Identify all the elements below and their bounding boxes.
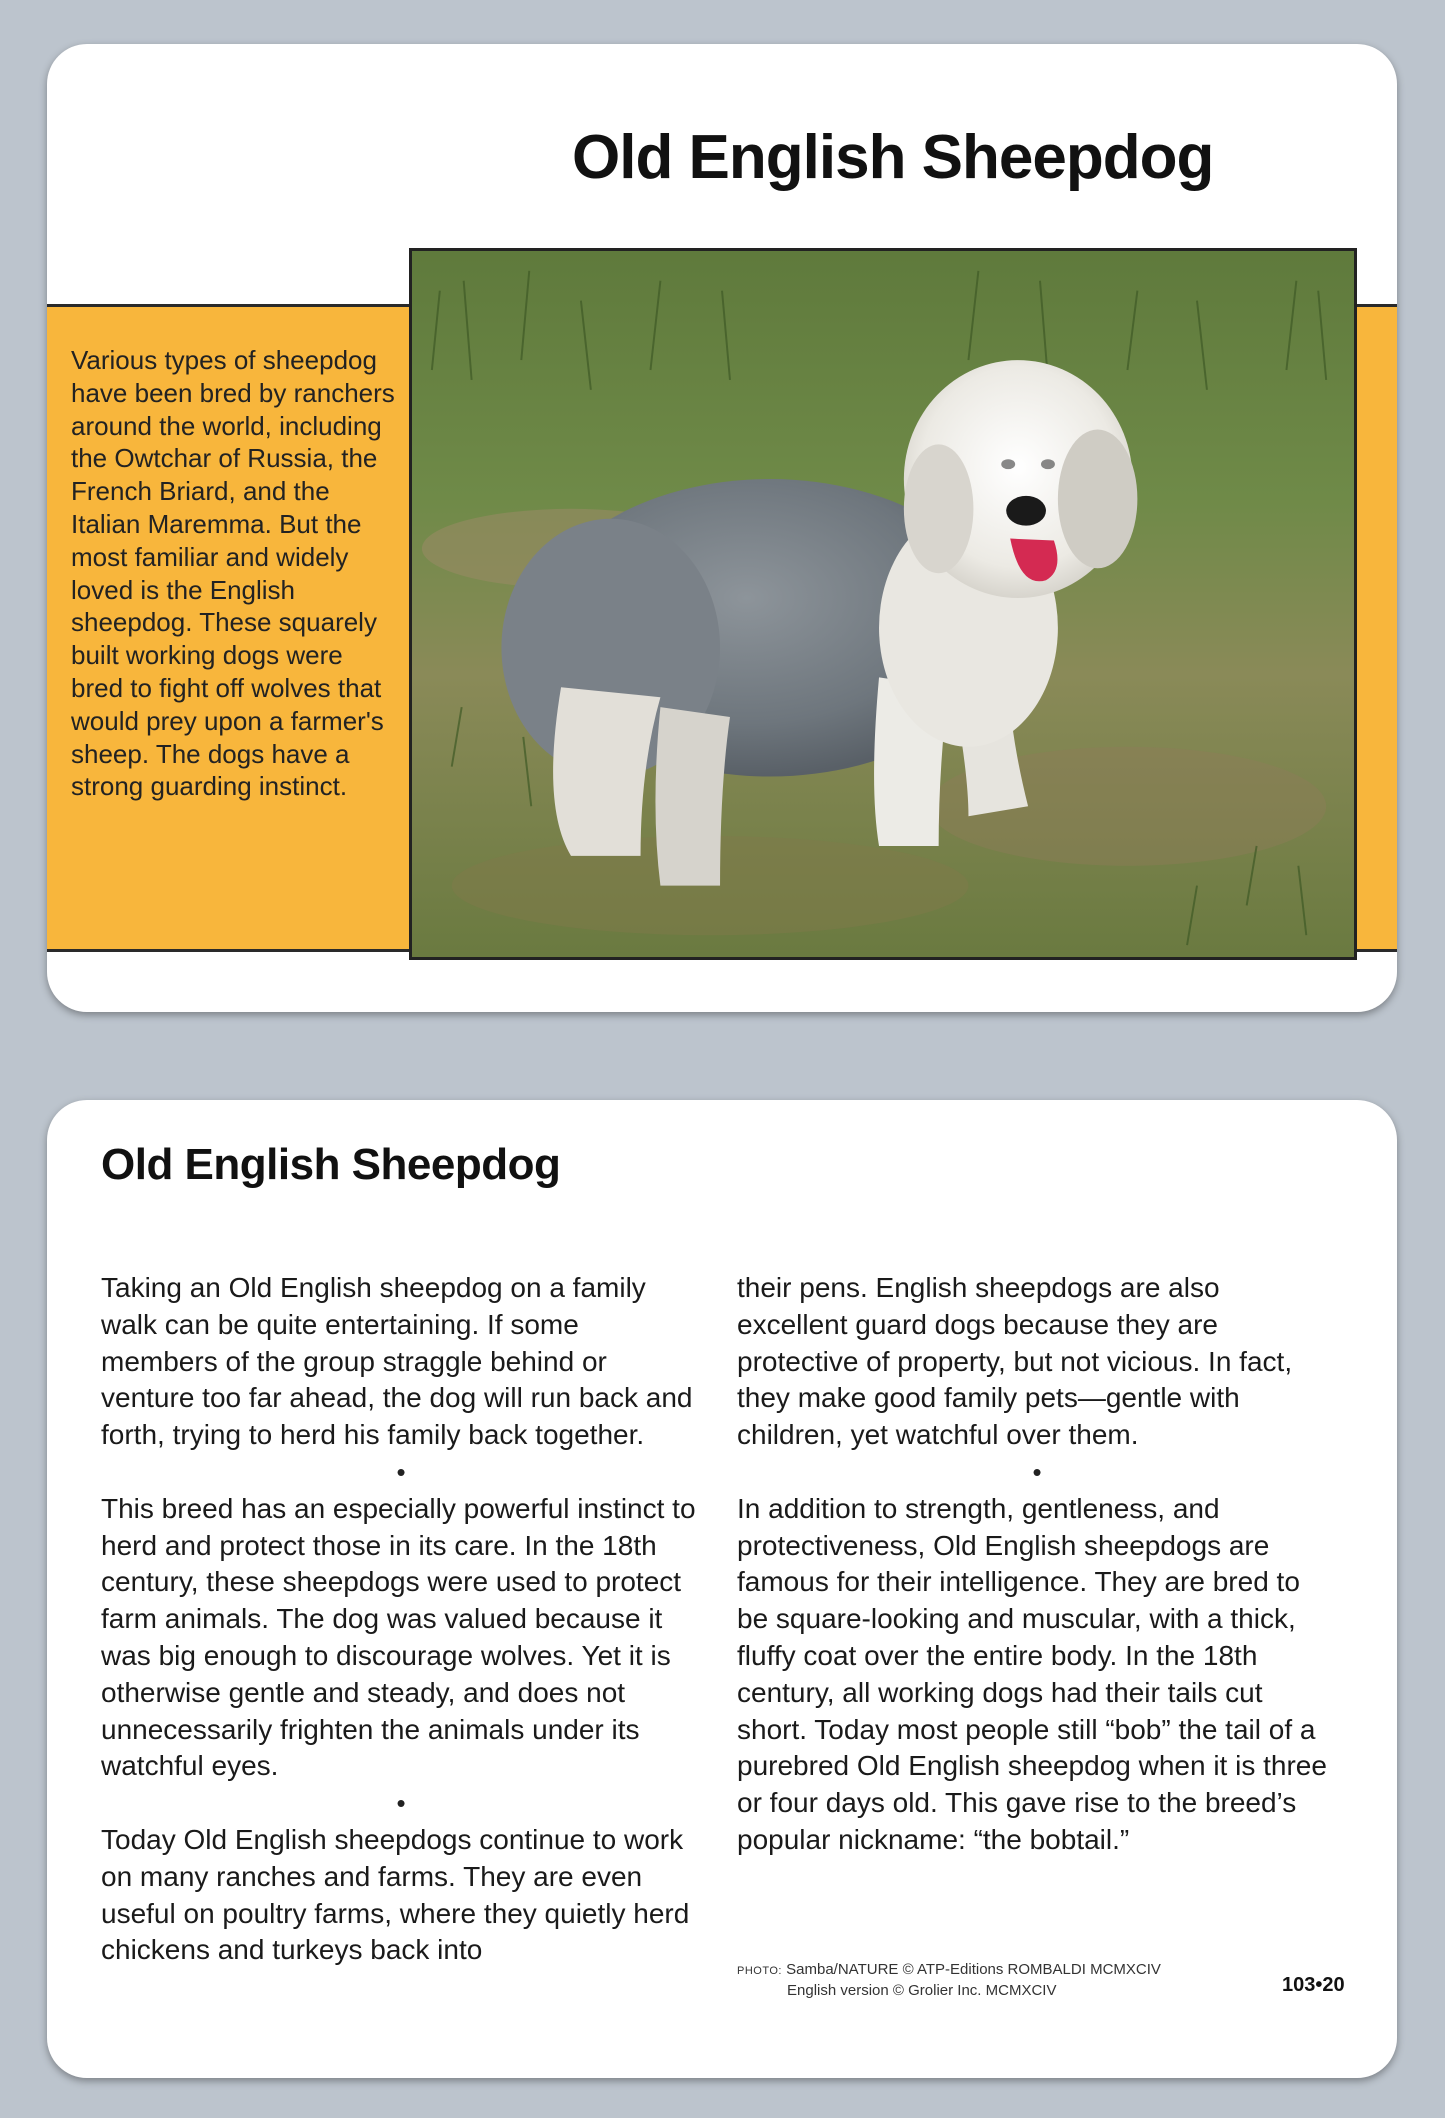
left-paragraph-1: Taking an Old English sheepdog on a family walk can be quite entertaining. If some members of the group straggle behind or venture too far ahead, the dog will run back and forth, trying to herd his family back together. [101, 1272, 693, 1451]
card-code: 103•20 [1282, 1974, 1345, 1996]
front-card [47, 44, 1397, 1012]
separator-bullet: • [396, 1788, 406, 1819]
sheepdog-illustration [412, 251, 1354, 957]
right-column [737, 1270, 1337, 1859]
left-paragraph-3: Today Old English sheepdogs continue to work on many ranches and farms. They are even useful on poultry farms, where they quietly herd chickens and turkeys back into [101, 1823, 690, 1966]
back-title: Old English Sheepdog [101, 1140, 561, 1189]
separator-bullet: • [396, 1456, 406, 1487]
sheepdog-photo [409, 248, 1357, 960]
photo-label: PHOTO: [737, 1965, 782, 1977]
credits-line-2: English version © Grolier Inc. MCMXCIV [787, 1982, 1057, 1999]
left-column [101, 1270, 701, 1969]
left-paragraph-2: This breed has an especially powerful instinct to herd and protect those in its care. In the 18th century, these sheepdogs were used to protect farm animals. The dog was valued because it was big enough to discourage wolves. Yet it is otherwise gentle and steady, and does not unnecessarily frighten the animals under its watchful eyes. [101, 1492, 696, 1782]
front-title: Old English Sheepdog [572, 123, 1214, 192]
separator-bullet: • [1032, 1456, 1042, 1487]
front-description: Various types of sheepdog have been bred by ranchers around the world, including the Owtchar of Russia, the French Briard, and the Italian Maremma. But the most familiar and widely loved is the English sheepdog. These squarely built working dogs were bred to fight off wolves that would prey upon a farmer's sheep. The dogs have a strong guarding instinct. [71, 345, 395, 802]
back-card [47, 1100, 1397, 2078]
photo-credits [737, 1960, 1161, 2000]
right-paragraph-2: In addition to strength, gentleness, and protectiveness, Old English sheepdogs are famous for their intelligence. They are bred to be square-looking and muscular, with a thick, fluffy coat over the entire body. In the 18th century, all working dogs had their tails cut short. Today most people still “bob” the tail of a purebred Old English sheepdog when it is three or four days old. This gave rise to the breed’s popular nickname: “the bobtail.” [737, 1492, 1327, 1855]
credits-line-1: Samba/NATURE © ATP-Editions ROMBALDI MCMXCIV [786, 1961, 1161, 1978]
right-paragraph-1: their pens. English sheepdogs are also excellent guard dogs because they are protective of property, but not vicious. In fact, they make good family pets—gentle with children, yet watchful over them. [737, 1272, 1293, 1451]
